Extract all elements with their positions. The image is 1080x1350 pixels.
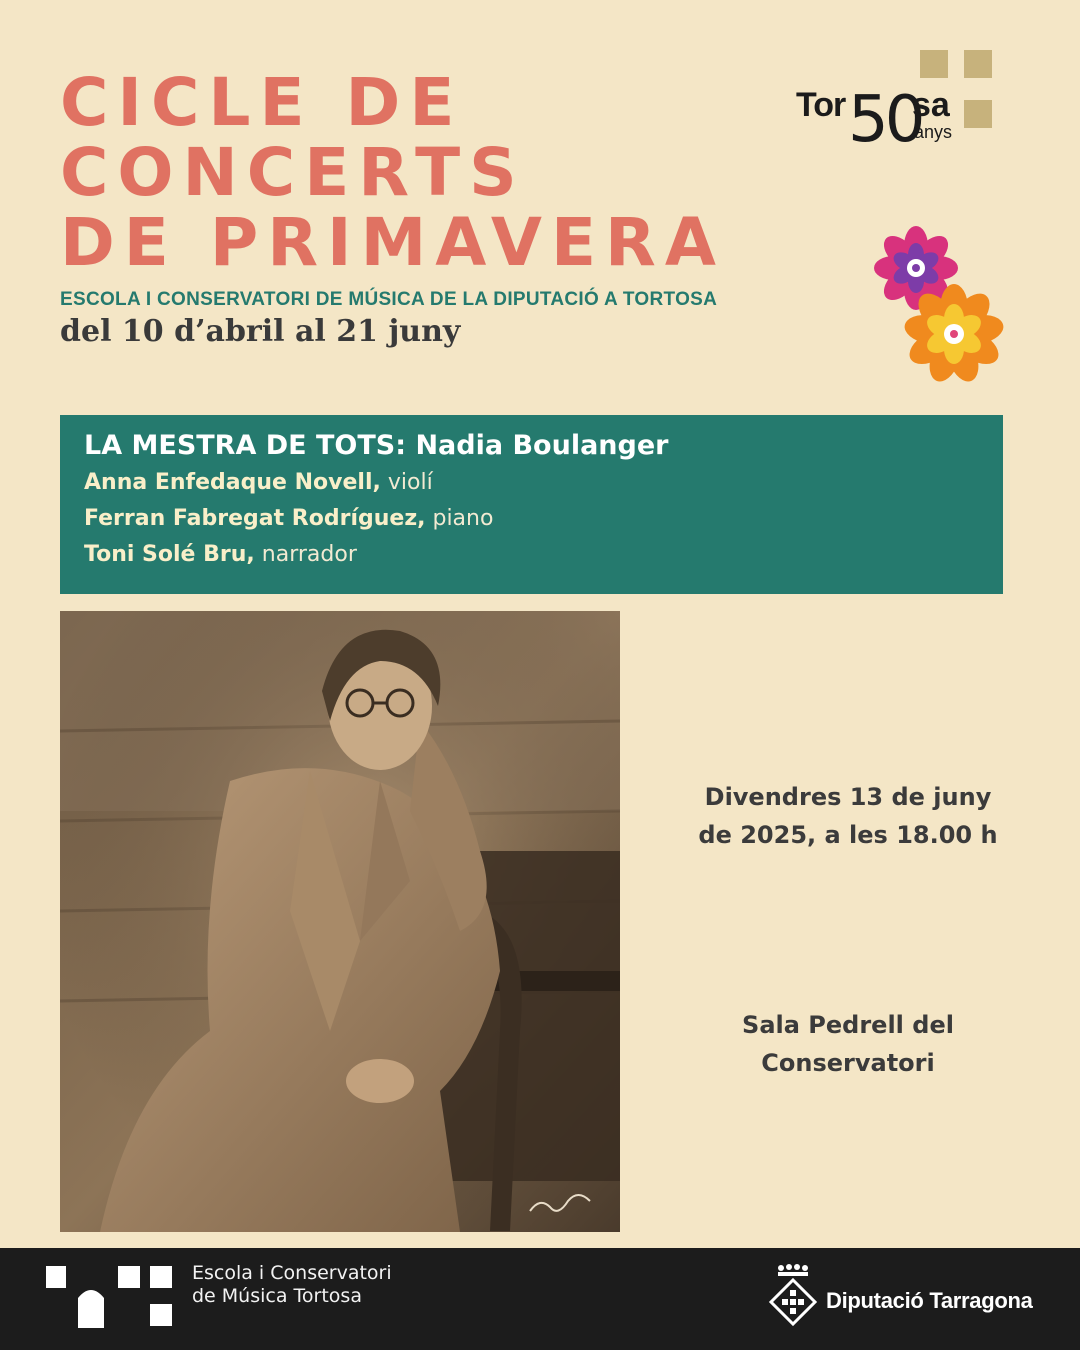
logo-square: [964, 100, 992, 128]
diputacio-crest-icon: [768, 1262, 818, 1328]
school-name-line-2: de Música Tortosa: [192, 1285, 362, 1307]
sepia-portrait-photo: [60, 611, 620, 1232]
performer-name: Toni Solé Bru,: [84, 542, 255, 567]
event-title: LA MESTRA DE TOTS: Nadia Boulanger: [84, 430, 669, 461]
school-name-line-1: Escola i Conservatori: [192, 1262, 392, 1284]
title-line-3: DE PRIMAVERA: [60, 204, 725, 281]
venue-line-2: Conservatori: [761, 1049, 935, 1077]
performer-line: [84, 465, 1003, 501]
performer-name: Ferran Fabregat Rodríguez,: [84, 506, 426, 531]
paper-flowers-icon: [872, 226, 1008, 386]
school-name: [192, 1262, 392, 1308]
performer-role: piano: [432, 506, 494, 531]
logo-anys-text: anys: [914, 122, 953, 142]
title-line-1: CICLE DE: [60, 64, 464, 141]
logo-square: [920, 50, 948, 78]
performer-role: violí: [387, 470, 433, 495]
performer-role: narrador: [261, 542, 357, 567]
organizer-subtitle: ESCOLA I CONSERVATORI DE MÚSICA DE LA DIPUTACIÓ A TORTOSA: [60, 289, 718, 310]
logo-tor-text: Tor: [796, 86, 846, 124]
logo-sa-text: sa: [912, 86, 950, 124]
event-datetime: [650, 778, 1046, 854]
page-title: [60, 64, 820, 281]
event-info-box: [60, 415, 1003, 594]
performer-line: [84, 537, 1003, 573]
footer-bar: [0, 1248, 1080, 1350]
season-dates: del 10 d’abril al 21 juny: [60, 314, 461, 349]
logo-square: [964, 50, 992, 78]
event-venue: [650, 1006, 1046, 1082]
datetime-line-1: Divendres 13 de juny: [704, 783, 992, 811]
title-line-2: CONCERTS: [60, 134, 526, 211]
datetime-line-2: de 2025, a les 18.00 h: [698, 821, 998, 849]
diputacio-name: Diputació Tarragona: [826, 1288, 1033, 1313]
conservatori-logo-icon: [46, 1264, 174, 1328]
performer-name: Anna Enfedaque Novell,: [84, 470, 381, 495]
tortosa-50-logo: [794, 44, 1004, 164]
performer-line: [84, 501, 1003, 537]
logo-50-text: 50: [848, 83, 922, 157]
venue-line-1: Sala Pedrell del: [742, 1011, 954, 1039]
